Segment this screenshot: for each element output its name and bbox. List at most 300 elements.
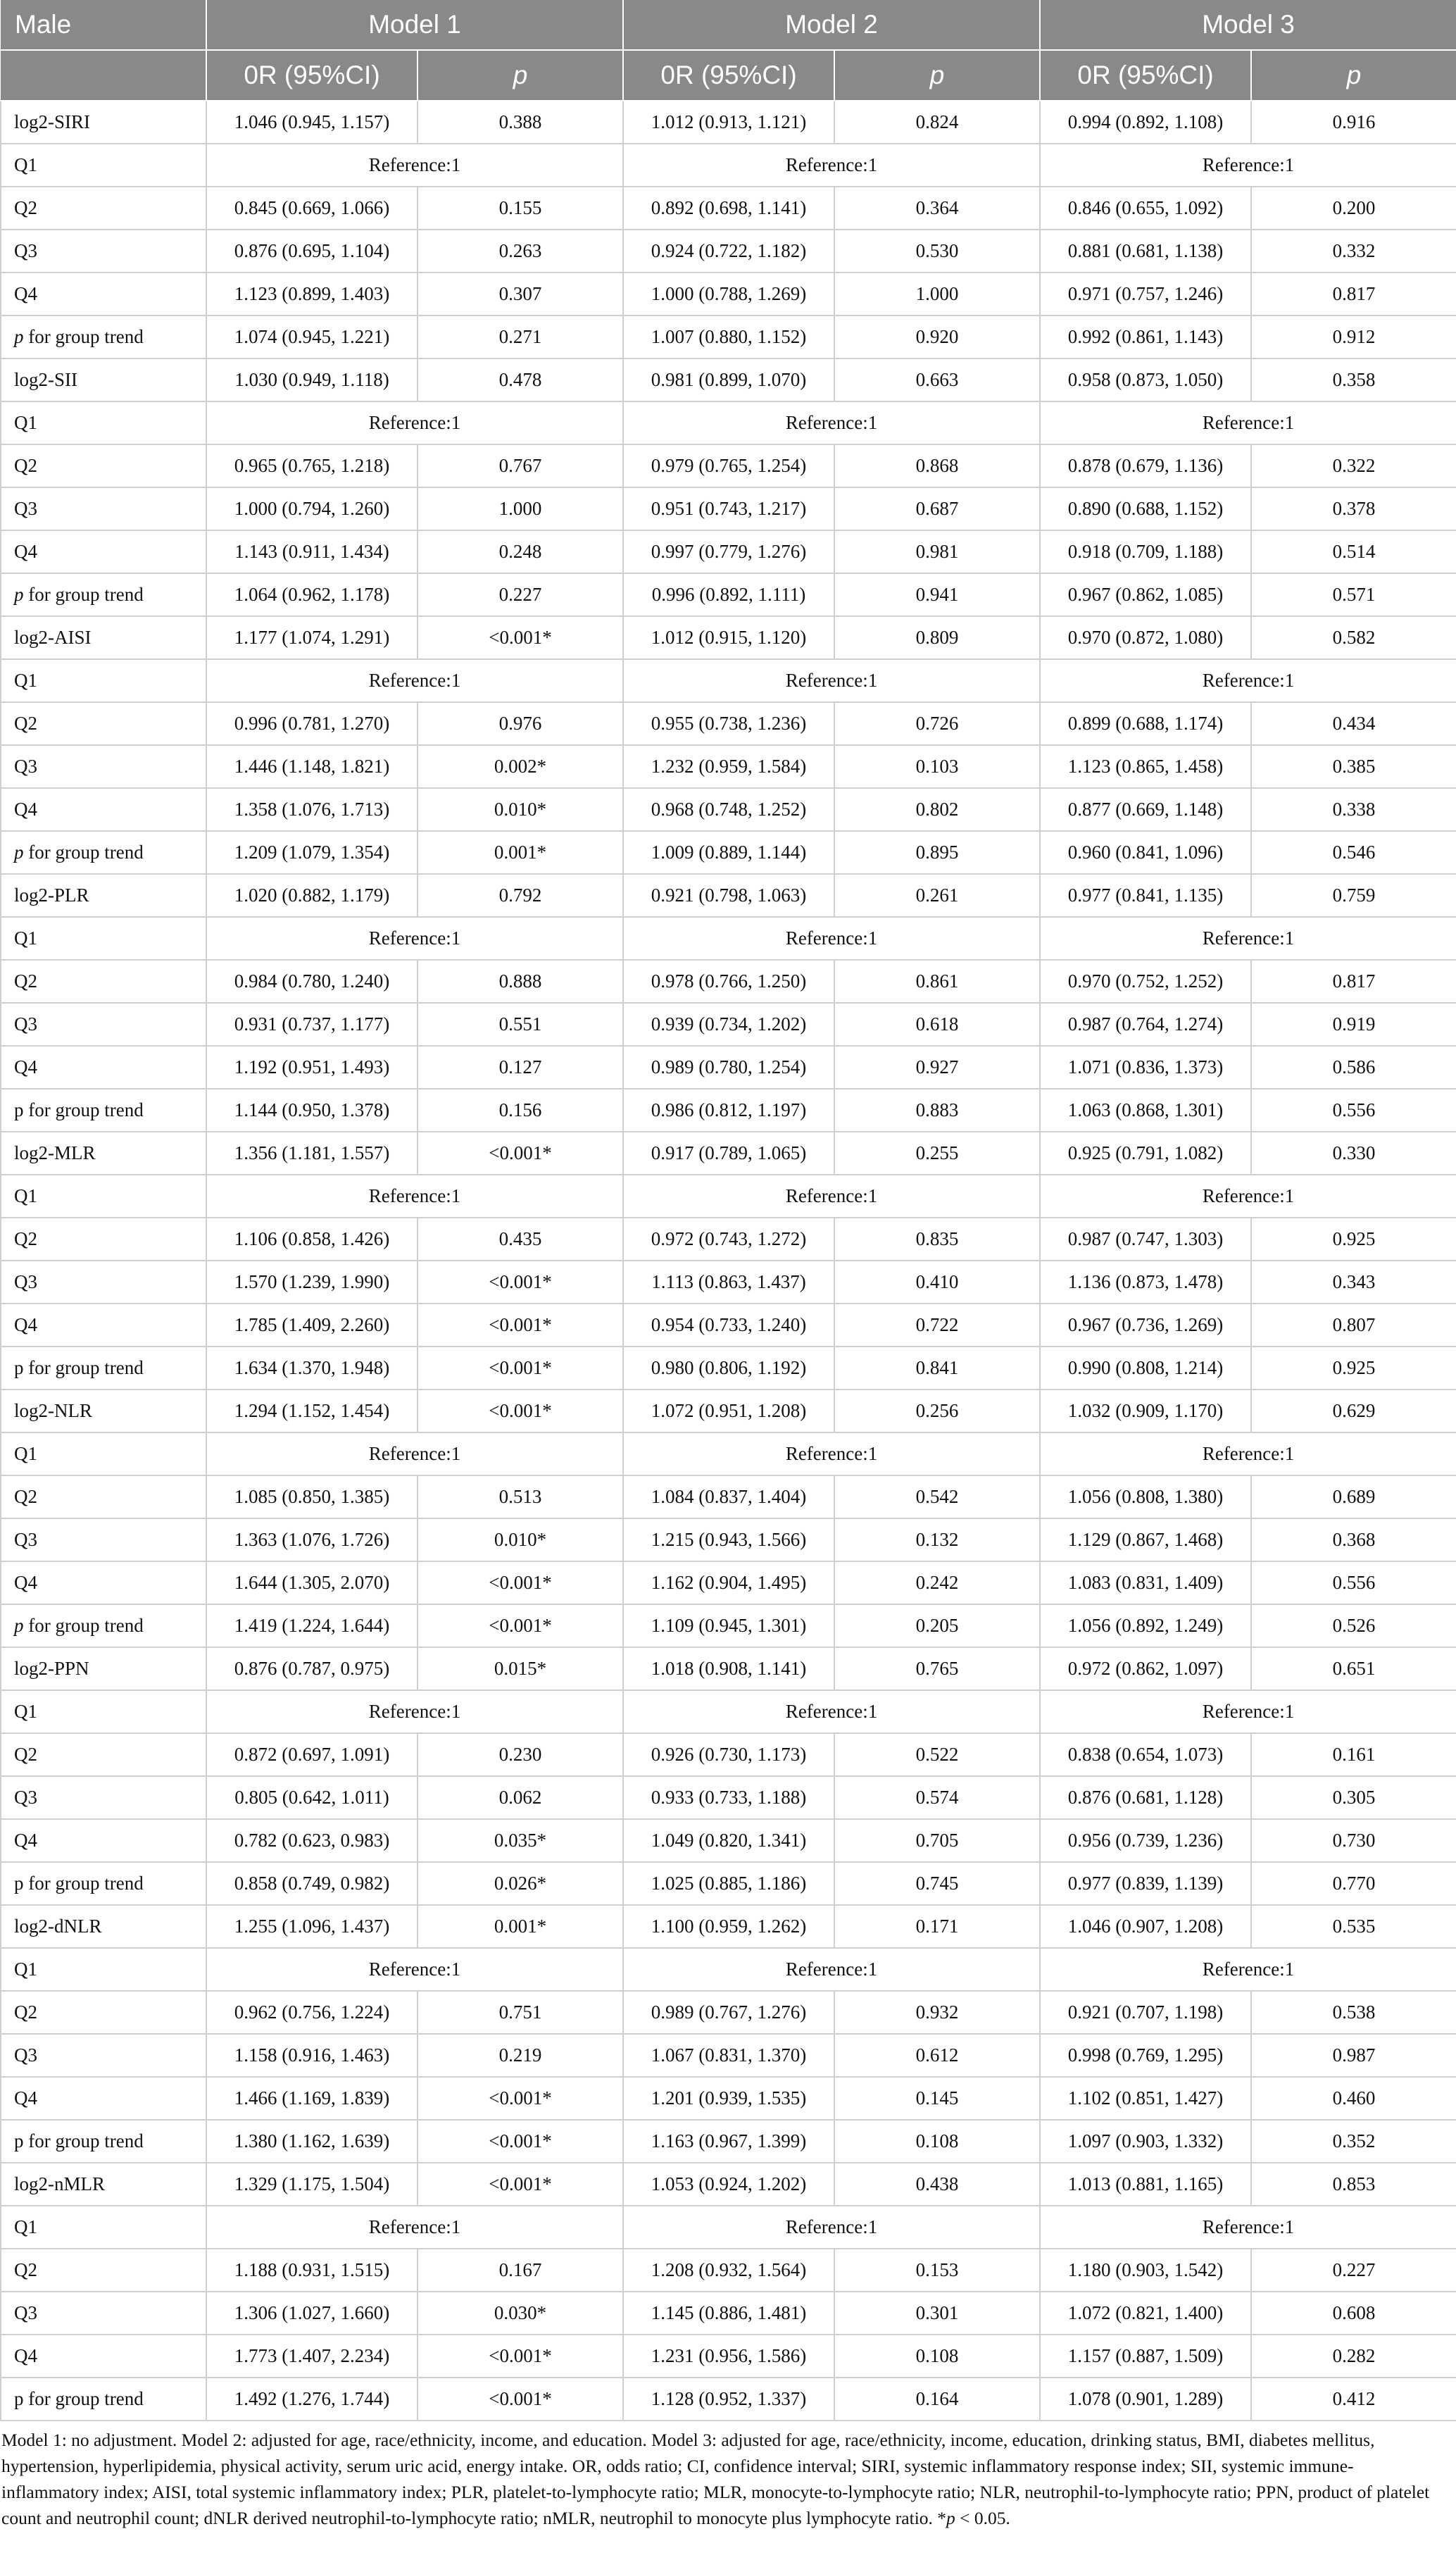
p-cell-model-1: 0.792 [418,874,623,917]
p-cell-model-1: 0.030* [418,2292,623,2335]
p-cell-model-3: 0.629 [1251,1389,1456,1432]
row-label-text: Q2 [14,1744,37,1765]
or-cell-model-2: 1.025 (0.885, 1.186) [623,1862,834,1905]
table-row [1,1862,1456,1905]
p-cell-model-2: 0.108 [834,2335,1040,2378]
row-label [1,487,206,530]
reference-cell-model-1: Reference:1 [206,659,623,702]
row-label-text: Q3 [14,1787,37,1808]
or-cell-model-1: 1.446 (1.148, 1.821) [206,745,418,788]
reference-row [1,144,1456,187]
or-cell-model-1: 1.785 (1.409, 2.260) [206,1304,418,1347]
table-header [1,0,1456,101]
row-label-text: Q4 [14,2345,37,2366]
p-cell-model-3: 0.853 [1251,2163,1456,2206]
header-p-model-1: p [418,50,623,101]
p-cell-model-3: 0.556 [1251,1089,1456,1132]
p-cell-model-1: 0.230 [418,1733,623,1776]
p-cell-model-1: <0.001* [418,1389,623,1432]
p-cell-model-3: 0.460 [1251,2077,1456,2120]
row-label [1,831,206,874]
or-cell-model-1: 0.996 (0.781, 1.270) [206,702,418,745]
or-cell-model-2: 0.981 (0.899, 1.070) [623,358,834,401]
reference-cell-model-1: Reference:1 [206,144,623,187]
row-label [1,273,206,316]
table-row [1,2249,1456,2292]
or-cell-model-3: 0.956 (0.739, 1.236) [1040,1819,1251,1862]
row-label [1,1690,206,1733]
or-cell-model-3: 1.071 (0.836, 1.373) [1040,1046,1251,1089]
p-cell-model-2: 0.765 [834,1647,1040,1690]
p-cell-model-1: <0.001* [418,2077,623,2120]
or-cell-model-1: 1.356 (1.181, 1.557) [206,1132,418,1175]
p-cell-model-2: 0.722 [834,1304,1040,1347]
or-cell-model-1: 0.962 (0.756, 1.224) [206,1991,418,2034]
row-label [1,1304,206,1347]
row-label-text: log2-dNLR [14,1916,102,1937]
row-label [1,1647,206,1690]
table-row [1,1905,1456,1948]
row-label [1,1819,206,1862]
reference-cell-model-1: Reference:1 [206,1948,623,1991]
header-or-model-2: 0R (95%CI) [623,50,834,101]
or-cell-model-3: 0.987 (0.747, 1.303) [1040,1218,1251,1261]
or-cell-model-3: 0.971 (0.757, 1.246) [1040,273,1251,316]
p-cell-model-3: 0.535 [1251,1905,1456,1948]
or-cell-model-2: 0.924 (0.722, 1.182) [623,230,834,273]
or-cell-model-3: 0.877 (0.669, 1.148) [1040,788,1251,831]
or-cell-model-1: 1.419 (1.224, 1.644) [206,1604,418,1647]
p-cell-model-3: 0.378 [1251,487,1456,530]
row-label [1,1948,206,1991]
p-cell-model-2: 0.612 [834,2034,1040,2077]
p-cell-model-2: 0.242 [834,1561,1040,1604]
reference-cell-model-1: Reference:1 [206,1690,623,1733]
or-cell-model-1: 0.876 (0.695, 1.104) [206,230,418,273]
reference-cell-model-2: Reference:1 [623,1432,1040,1475]
or-cell-model-2: 1.018 (0.908, 1.141) [623,1647,834,1690]
or-cell-model-2: 1.128 (0.952, 1.337) [623,2378,834,2421]
or-cell-model-3: 0.977 (0.839, 1.139) [1040,1862,1251,1905]
reference-cell-model-1: Reference:1 [206,401,623,444]
p-cell-model-2: 0.153 [834,2249,1040,2292]
row-label-text: Q2 [14,1486,37,1507]
or-cell-model-2: 1.100 (0.959, 1.262) [623,1905,834,1948]
p-cell-model-3: 0.556 [1251,1561,1456,1604]
row-label [1,616,206,659]
table-row [1,1089,1456,1132]
p-cell-model-1: 0.026* [418,1862,623,1905]
or-cell-model-2: 1.072 (0.951, 1.208) [623,1389,834,1432]
p-cell-model-3: 0.916 [1251,101,1456,144]
or-cell-model-1: 0.876 (0.787, 0.975) [206,1647,418,1690]
p-cell-model-1: 1.000 [418,487,623,530]
p-cell-model-3: 0.538 [1251,1991,1456,2034]
or-cell-model-1: 1.020 (0.882, 1.179) [206,874,418,917]
row-label [1,874,206,917]
row-label-text: log2-SIRI [14,111,90,132]
table-row [1,1647,1456,1690]
p-cell-model-2: 0.542 [834,1475,1040,1518]
or-cell-model-3: 0.925 (0.791, 1.082) [1040,1132,1251,1175]
row-label-text: Q4 [14,1314,37,1335]
row-label-text: Q3 [14,2302,37,2323]
p-cell-model-2: 0.920 [834,316,1040,358]
p-cell-model-2: 0.824 [834,101,1040,144]
p-cell-model-3: 0.343 [1251,1261,1456,1304]
or-cell-model-2: 1.231 (0.956, 1.586) [623,2335,834,2378]
p-cell-model-3: 0.759 [1251,874,1456,917]
row-label [1,702,206,745]
or-cell-model-2: 0.892 (0.698, 1.141) [623,187,834,230]
row-label-text: Q3 [14,2044,37,2066]
or-cell-model-3: 0.972 (0.862, 1.097) [1040,1647,1251,1690]
reference-cell-model-1: Reference:1 [206,2206,623,2249]
p-cell-model-2: 0.981 [834,530,1040,573]
p-cell-model-2: 0.522 [834,1733,1040,1776]
p-cell-model-1: 0.307 [418,273,623,316]
p-cell-model-1: <0.001* [418,1132,623,1175]
or-cell-model-1: 1.000 (0.794, 1.260) [206,487,418,530]
row-label-text: Q3 [14,498,37,519]
or-cell-model-3: 0.918 (0.709, 1.188) [1040,530,1251,573]
p-cell-model-2: 0.438 [834,2163,1040,2206]
or-cell-model-3: 0.992 (0.861, 1.143) [1040,316,1251,358]
p-cell-model-1: 0.010* [418,1518,623,1561]
or-cell-model-1: 1.644 (1.305, 2.070) [206,1561,418,1604]
table-row [1,358,1456,401]
p-cell-model-3: 0.412 [1251,2378,1456,2421]
or-cell-model-1: 0.782 (0.623, 0.983) [206,1819,418,1862]
or-cell-model-3: 0.990 (0.808, 1.214) [1040,1347,1251,1389]
p-cell-model-1: <0.001* [418,1561,623,1604]
reference-row [1,1690,1456,1733]
p-cell-model-3: 0.332 [1251,230,1456,273]
or-cell-model-2: 0.986 (0.812, 1.197) [623,1089,834,1132]
p-cell-model-1: 0.263 [418,230,623,273]
table-row [1,2077,1456,2120]
row-label-prefix: p [14,842,24,863]
row-label [1,1604,206,1647]
or-cell-model-2: 1.049 (0.820, 1.341) [623,1819,834,1862]
or-cell-model-3: 1.129 (0.867, 1.468) [1040,1518,1251,1561]
row-label [1,2292,206,2335]
row-label-text: Q1 [14,412,37,433]
table-row [1,2120,1456,2163]
row-label [1,788,206,831]
or-cell-model-3: 0.998 (0.769, 1.295) [1040,2034,1251,2077]
row-label [1,1862,206,1905]
header-or-model-1: 0R (95%CI) [206,50,418,101]
p-cell-model-1: 0.767 [418,444,623,487]
or-cell-model-1: 1.358 (1.076, 1.713) [206,788,418,831]
row-label [1,2163,206,2206]
reference-cell-model-2: Reference:1 [623,1948,1040,1991]
or-cell-model-3: 1.063 (0.868, 1.301) [1040,1089,1251,1132]
p-cell-model-3: 0.582 [1251,616,1456,659]
reference-cell-model-2: Reference:1 [623,401,1040,444]
header-blank [1,50,206,101]
row-label [1,1132,206,1175]
row-label-text: log2-PPN [14,1658,89,1679]
p-cell-model-2: 0.103 [834,745,1040,788]
row-label-text: Q1 [14,1959,37,1980]
or-cell-model-3: 1.032 (0.909, 1.170) [1040,1389,1251,1432]
or-cell-model-3: 0.970 (0.872, 1.080) [1040,616,1251,659]
row-label-text: log2-PLR [14,885,89,906]
p-cell-model-2: 0.301 [834,2292,1040,2335]
table-row [1,788,1456,831]
row-label-text: Q2 [14,713,37,734]
row-label [1,2120,206,2163]
row-label-text: Q1 [14,1185,37,1206]
or-cell-model-2: 1.145 (0.886, 1.481) [623,2292,834,2335]
row-label-text: log2-MLR [14,1142,96,1163]
or-cell-model-3: 1.056 (0.808, 1.380) [1040,1475,1251,1518]
reference-cell-model-2: Reference:1 [623,144,1040,187]
p-cell-model-2: 0.841 [834,1347,1040,1389]
or-cell-model-2: 0.954 (0.733, 1.240) [623,1304,834,1347]
header-row-models [1,0,1456,50]
row-label-text: Q3 [14,240,37,261]
row-label-text: Q3 [14,1013,37,1035]
p-cell-model-3: 0.817 [1251,960,1456,1003]
reference-cell-model-2: Reference:1 [623,917,1040,960]
or-cell-model-2: 0.972 (0.743, 1.272) [623,1218,834,1261]
or-cell-model-1: 0.872 (0.697, 1.091) [206,1733,418,1776]
table-row [1,1046,1456,1089]
p-cell-model-2: 0.809 [834,616,1040,659]
or-cell-model-1: 1.123 (0.899, 1.403) [206,273,418,316]
or-cell-model-3: 0.970 (0.752, 1.252) [1040,960,1251,1003]
or-cell-model-1: 1.363 (1.076, 1.726) [206,1518,418,1561]
row-label-text: Q1 [14,670,37,691]
or-cell-model-1: 1.188 (0.931, 1.515) [206,2249,418,2292]
p-cell-model-2: 0.705 [834,1819,1040,1862]
row-label [1,1175,206,1218]
or-cell-model-3: 0.994 (0.892, 1.108) [1040,101,1251,144]
or-cell-model-1: 0.858 (0.749, 0.982) [206,1862,418,1905]
p-cell-model-1: <0.001* [418,616,623,659]
reference-cell-model-1: Reference:1 [206,1432,623,1475]
table-row [1,1991,1456,2034]
p-cell-model-1: <0.001* [418,2120,623,2163]
row-label [1,917,206,960]
p-cell-model-2: 0.255 [834,1132,1040,1175]
or-cell-model-3: 1.157 (0.887, 1.509) [1040,2335,1251,2378]
p-cell-model-3: 0.586 [1251,1046,1456,1089]
row-label-text: log2-NLR [14,1400,92,1421]
row-label-text: for group trend [23,326,144,347]
p-cell-model-3: 0.925 [1251,1347,1456,1389]
row-label-text: p for group trend [14,2130,144,2151]
reference-cell-model-3: Reference:1 [1040,917,1456,960]
reference-row [1,1175,1456,1218]
or-cell-model-2: 0.979 (0.765, 1.254) [623,444,834,487]
or-cell-model-3: 0.899 (0.688, 1.174) [1040,702,1251,745]
row-label-text: Q2 [14,1228,37,1249]
p-cell-model-1: <0.001* [418,1347,623,1389]
p-cell-model-1: <0.001* [418,2335,623,2378]
row-label-text: Q3 [14,1271,37,1292]
row-label [1,2335,206,2378]
p-cell-model-1: 0.551 [418,1003,623,1046]
p-cell-model-2: 0.861 [834,960,1040,1003]
or-cell-model-1: 1.177 (1.074, 1.291) [206,616,418,659]
or-cell-model-3: 0.967 (0.736, 1.269) [1040,1304,1251,1347]
reference-cell-model-2: Reference:1 [623,1175,1040,1218]
or-cell-model-1: 1.255 (1.096, 1.437) [206,1905,418,1948]
table-row [1,745,1456,788]
row-label [1,316,206,358]
or-cell-model-2: 1.000 (0.788, 1.269) [623,273,834,316]
row-label [1,187,206,230]
header-sex: Male [1,0,206,50]
or-cell-model-2: 1.215 (0.943, 1.566) [623,1518,834,1561]
p-cell-model-2: 0.802 [834,788,1040,831]
p-cell-model-3: 0.919 [1251,1003,1456,1046]
p-cell-model-1: 0.156 [418,1089,623,1132]
row-label-prefix: p [14,326,24,347]
reference-row [1,401,1456,444]
p-cell-model-1: 0.062 [418,1776,623,1819]
row-label-text: Q1 [14,1701,37,1722]
or-cell-model-2: 0.989 (0.780, 1.254) [623,1046,834,1089]
p-cell-model-3: 0.434 [1251,702,1456,745]
row-label [1,2077,206,2120]
p-cell-model-2: 0.530 [834,230,1040,273]
table-row [1,1819,1456,1862]
reference-cell-model-2: Reference:1 [623,2206,1040,2249]
or-cell-model-3: 0.876 (0.681, 1.128) [1040,1776,1251,1819]
table-row [1,1347,1456,1389]
table-body [1,101,1456,2421]
p-cell-model-3: 0.807 [1251,1304,1456,1347]
p-cell-model-1: 0.035* [418,1819,623,1862]
p-cell-model-1: 0.513 [418,1475,623,1518]
table-row [1,2335,1456,2378]
p-cell-model-1: <0.001* [418,1304,623,1347]
row-label [1,1776,206,1819]
row-label-text: log2-AISI [14,627,92,648]
table-row [1,1475,1456,1518]
row-label [1,1261,206,1304]
table-row [1,702,1456,745]
p-cell-model-2: 0.574 [834,1776,1040,1819]
or-cell-model-2: 1.053 (0.924, 1.202) [623,2163,834,2206]
p-cell-model-3: 0.368 [1251,1518,1456,1561]
header-row-stats [1,50,1456,101]
p-cell-model-1: 0.976 [418,702,623,745]
p-cell-model-1: <0.001* [418,1604,623,1647]
reference-cell-model-3: Reference:1 [1040,1432,1456,1475]
or-cell-model-2: 1.201 (0.939, 1.535) [623,2077,834,2120]
row-label [1,1218,206,1261]
or-cell-model-2: 0.921 (0.798, 1.063) [623,874,834,917]
p-cell-model-2: 1.000 [834,273,1040,316]
table-footnote [0,2427,1446,2531]
header-p-model-2: p [834,50,1040,101]
row-label [1,1905,206,1948]
p-cell-model-2: 0.618 [834,1003,1040,1046]
p-cell-model-3: 0.385 [1251,745,1456,788]
p-cell-model-2: 0.927 [834,1046,1040,1089]
p-cell-model-1: <0.001* [418,2163,623,2206]
or-cell-model-1: 0.931 (0.737, 1.177) [206,1003,418,1046]
row-label-text: Q2 [14,2259,37,2280]
row-label-text: Q3 [14,1529,37,1550]
or-cell-model-2: 0.996 (0.892, 1.111) [623,573,834,616]
row-label-text: Q4 [14,1056,37,1078]
table-row [1,316,1456,358]
p-cell-model-2: 0.364 [834,187,1040,230]
p-cell-model-1: 0.001* [418,1905,623,1948]
p-cell-model-3: 0.227 [1251,2249,1456,2292]
table-row [1,1261,1456,1304]
or-cell-model-3: 1.136 (0.873, 1.478) [1040,1261,1251,1304]
reference-cell-model-1: Reference:1 [206,917,623,960]
p-cell-model-2: 0.205 [834,1604,1040,1647]
or-cell-model-3: 0.967 (0.862, 1.085) [1040,573,1251,616]
p-cell-model-3: 0.817 [1251,273,1456,316]
row-label [1,401,206,444]
row-label [1,2034,206,2077]
row-label-text: p for group trend [14,2388,144,2409]
p-cell-model-1: 0.155 [418,187,623,230]
or-cell-model-2: 1.007 (0.880, 1.152) [623,316,834,358]
row-label-prefix: p [14,1615,24,1636]
or-cell-model-3: 1.097 (0.903, 1.332) [1040,2120,1251,2163]
p-cell-model-3: 0.322 [1251,444,1456,487]
reference-cell-model-2: Reference:1 [623,659,1040,702]
p-cell-model-3: 0.526 [1251,1604,1456,1647]
row-label [1,745,206,788]
or-cell-model-3: 1.083 (0.831, 1.409) [1040,1561,1251,1604]
table-row [1,874,1456,917]
header-model-1: Model 1 [206,0,623,50]
row-label-text: Q2 [14,455,37,476]
or-cell-model-1: 1.294 (1.152, 1.454) [206,1389,418,1432]
p-cell-model-2: 0.895 [834,831,1040,874]
row-label [1,1561,206,1604]
or-cell-model-3: 1.180 (0.903, 1.542) [1040,2249,1251,2292]
p-cell-model-1: 0.271 [418,316,623,358]
p-cell-model-3: 0.358 [1251,358,1456,401]
p-cell-model-1: 0.751 [418,1991,623,2034]
p-cell-model-3: 0.200 [1251,187,1456,230]
row-label [1,1089,206,1132]
row-label [1,573,206,616]
header-model-3: Model 3 [1040,0,1456,50]
row-label-text: Q4 [14,1572,37,1593]
row-label-text: for group trend [23,1615,144,1636]
table-row [1,273,1456,316]
row-label-text: Q1 [14,1443,37,1464]
reference-cell-model-3: Reference:1 [1040,1175,1456,1218]
row-label-text: p for group trend [14,1099,144,1120]
p-cell-model-3: 0.689 [1251,1475,1456,1518]
or-cell-model-1: 1.030 (0.949, 1.118) [206,358,418,401]
header-model-2: Model 2 [623,0,1040,50]
or-cell-model-2: 1.109 (0.945, 1.301) [623,1604,834,1647]
table-row [1,2292,1456,2335]
row-label [1,1347,206,1389]
p-cell-model-3: 0.338 [1251,788,1456,831]
p-cell-model-1: 0.388 [418,101,623,144]
or-cell-model-1: 1.380 (1.162, 1.639) [206,2120,418,2163]
row-label [1,144,206,187]
p-cell-model-1: 0.127 [418,1046,623,1089]
